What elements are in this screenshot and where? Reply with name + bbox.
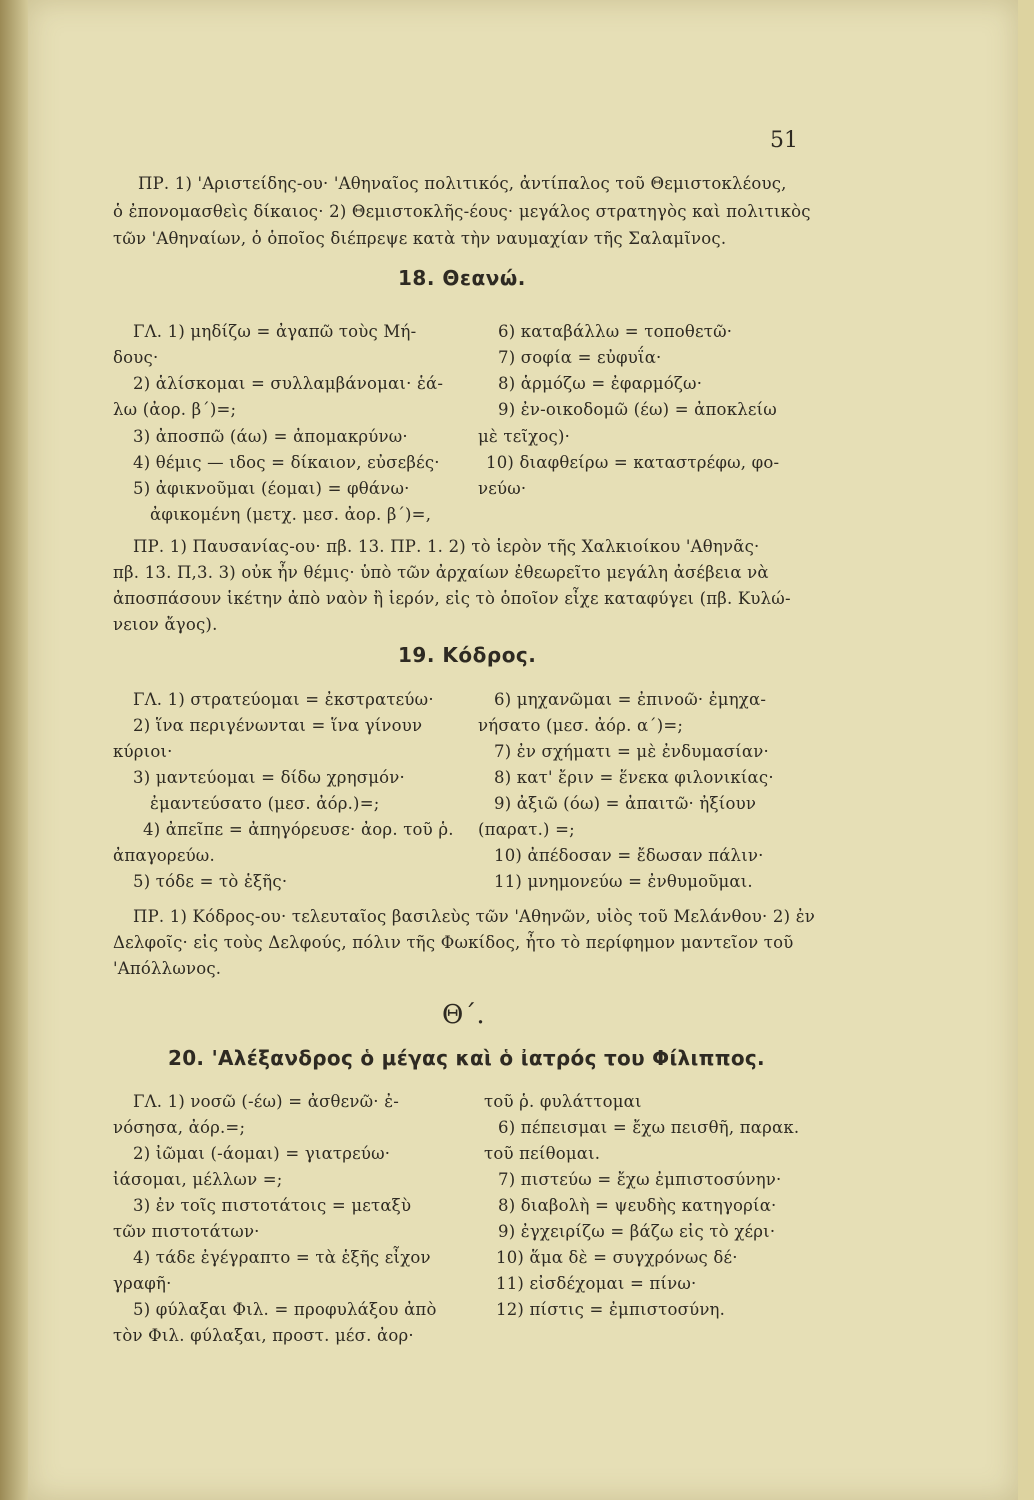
glossary-right-line: 10) ἅμα δὲ = συγχρόνως δέ· (496, 1248, 738, 1267)
notes-line: ἀποσπάσουν ἱκέτην ἀπὸ ναὸν ἢ ἱερόν, εἰς τὸ ὁποῖον εἶχε καταφύγει (πβ. Κυλώ- (113, 589, 791, 608)
glossary-left-line: γραφῆ· (113, 1274, 172, 1293)
glossary-left-line: ἀπαγορεύω. (113, 846, 215, 865)
glossary-left-line: 4) ἀπεῖπε = ἀπηγόρευσε· ἀορ. τοῦ ῥ. (143, 820, 454, 839)
glossary-left-line: τὸν Φιλ. φύλαξαι, προστ. μέσ. ἀορ· (113, 1326, 414, 1345)
notes-line: τῶν 'Αθηναίων, ὁ ὁποῖος διέπρεψε κατὰ τὴν ναυμαχίαν τῆς Σαλαμῖνος. (113, 229, 727, 248)
notes-line: ΠΡ. 1) Κόδρος-ου· τελευταῖος βασιλεὺς τῶν 'Αθηνῶν, υἱὸς τοῦ Μελάνθου· 2) ἐν (133, 907, 815, 926)
glossary-right-line: (παρατ.) =; (478, 820, 575, 839)
notes-line: Δελφοῖς· εἰς τοὺς Δελφούς, πόλιν τῆς Φωκίδος, ἦτο τὸ περίφημον μαντεῖον τοῦ (113, 933, 794, 952)
glossary-left-line: 2) ἰῶμαι (-άομαι) = γιατρεύω· (133, 1144, 391, 1163)
glossary-left-line: λω (ἀορ. β΄)=; (113, 400, 237, 419)
glossary-left-line: κύριοι· (113, 742, 173, 761)
glossary-right-line: 6) πέπεισμαι = ἔχω πεισθῆ, παρακ. (498, 1118, 800, 1137)
glossary-right-line: μὲ τεῖχος)· (478, 427, 571, 446)
glossary-right-line: νεύω· (478, 479, 527, 498)
glossary-right-line: τοῦ πείθομαι. (484, 1144, 601, 1163)
glossary-right-line: 10) ἀπέδοσαν = ἔδωσαν πάλιν· (494, 846, 764, 865)
glossary-right-line: 9) ἀξιῶ (όω) = ἀπαιτῶ· ἠξίουν (494, 794, 757, 813)
glossary-left-line: 2) ἵνα περιγένωνται = ἵνα γίνουν (133, 716, 423, 735)
section-title: 20. 'Αλέξανδρος ὁ μέγας καὶ ὁ ἰατρός του Φίλιππος. (168, 1046, 765, 1070)
glossary-right-line: 7) πιστεύω = ἔχω ἐμπιστοσύνην· (498, 1170, 782, 1189)
notes-line: πβ. 13. Π,3. 3) οὐκ ἦν θέμις· ὑπὸ τῶν ἀρχαίων ἐθεωρεῖτο μεγάλη ἀσέβεια νὰ (113, 563, 769, 582)
glossary-left-line: 2) ἁλίσκομαι = συλλαμβάνομαι· ἑά- (133, 374, 444, 393)
glossary-right-line: νήσατο (μεσ. ἀόρ. α΄)=; (478, 716, 684, 735)
notes-line: ΠΡ. 1) Παυσανίας-ου· πβ. 13. ΠΡ. 1. 2) τὸ ἱερὸν τῆς Χαλκιοίκου 'Αθηνᾶς· (133, 537, 760, 556)
section-title: 19. Κόδρος. (398, 643, 537, 667)
glossary-left-line: τῶν πιστοτάτων· (113, 1222, 260, 1241)
glossary-left-line: ἰάσομαι, μέλλων =; (113, 1170, 283, 1189)
page-number: 51 (770, 128, 798, 153)
glossary-left-line: 3) ἀποσπῶ (άω) = ἀπομακρύνω· (133, 427, 408, 446)
notes-line: νειον ἄγος). (113, 615, 218, 634)
glossary-right-line: 11) εἰσδέχομαι = πίνω· (496, 1274, 697, 1293)
glossary-left-line: 5) τόδε = τὸ ἑξῆς· (133, 872, 288, 891)
notes-line: 'Απόλλωνος. (113, 959, 222, 978)
glossary-right-line: 10) διαφθείρω = καταστρέφω, φο- (486, 453, 780, 472)
glossary-left-line: ΓΛ. 1) νοσῶ (-έω) = ἀσθενῶ· ἐ- (133, 1092, 400, 1111)
glossary-left-line: 3) μαντεύομαι = δίδω χρησμόν· (133, 768, 405, 787)
glossary-right-line: 7) σοφία = εὐφυΐα· (498, 348, 662, 367)
glossary-right-line: 8) κατ' ἔριν = ἕνεκα φιλονικίας· (494, 768, 774, 787)
glossary-left-line: 5) ἀφικνοῦμαι (έομαι) = φθάνω· (133, 479, 410, 498)
glossary-right-line: 11) μνημονεύω = ἐνθυμοῦμαι. (494, 872, 753, 891)
chapter-mark: Θ΄. (442, 1000, 485, 1030)
glossary-left-line: 5) φύλαξαι Φιλ. = προφυλάξου ἀπὸ (133, 1300, 437, 1319)
glossary-right-line: τοῦ ῥ. φυλάττομαι (484, 1092, 642, 1111)
glossary-left-line: ἐμαντεύσατο (μεσ. ἀόρ.)=; (150, 794, 380, 813)
glossary-left-line: νόσησα, ἀόρ.=; (113, 1118, 246, 1137)
section-title: 18. Θεανώ. (398, 266, 526, 290)
glossary-right-line: 8) διαβολὴ = ψευδὴς κατηγορία· (498, 1196, 777, 1215)
glossary-left-line: ἀφικομένη (μετχ. μεσ. ἀορ. β΄)=, (150, 505, 432, 524)
glossary-left-line: 4) θέμις — ιδος = δίκαιον, εὐσεβές· (133, 453, 440, 472)
glossary-right-line: 9) ἐν-οικοδομῶ (έω) = ἀποκλείω (498, 400, 777, 419)
glossary-right-line: 8) ἁρμόζω = ἐφαρμόζω· (498, 374, 703, 393)
glossary-left-line: ΓΛ. 1) μηδίζω = ἀγαπῶ τοὺς Μή- (133, 322, 417, 341)
glossary-right-line: 6) καταβάλλω = τοποθετῶ· (498, 322, 733, 341)
glossary-right-line: 6) μηχανῶμαι = ἐπινοῶ· ἐμηχα- (494, 690, 767, 709)
glossary-right-line: 9) ἐγχειρίζω = βάζω εἰς τὸ χέρι· (498, 1222, 776, 1241)
notes-line: ὁ ἐπονομασθεὶς δίκαιος· 2) Θεμιστοκλῆς-έους· μεγάλος στρατηγὸς καὶ πολιτικὸς (113, 202, 811, 221)
glossary-right-line: 12) πίστις = ἐμπιστοσύνη. (496, 1300, 726, 1319)
glossary-right-line: 7) ἐν σχήματι = μὲ ἐνδυμασίαν· (494, 742, 769, 761)
glossary-left-line: 4) τάδε ἐγέγραπτο = τὰ ἑξῆς εἶχον (133, 1248, 431, 1267)
glossary-left-line: 3) ἐν τοῖς πιστοτάτοις = μεταξὺ (133, 1196, 412, 1215)
notes-line: ΠΡ. 1) 'Αριστείδης-ου· 'Αθηναῖος πολιτικός, ἀντίπαλος τοῦ Θεμιστοκλέους, (138, 174, 787, 193)
glossary-left-line: δους· (113, 348, 159, 367)
book-binding-edge (0, 0, 30, 1500)
glossary-left-line: ΓΛ. 1) στρατεύομαι = ἐκστρατεύω· (133, 690, 434, 709)
